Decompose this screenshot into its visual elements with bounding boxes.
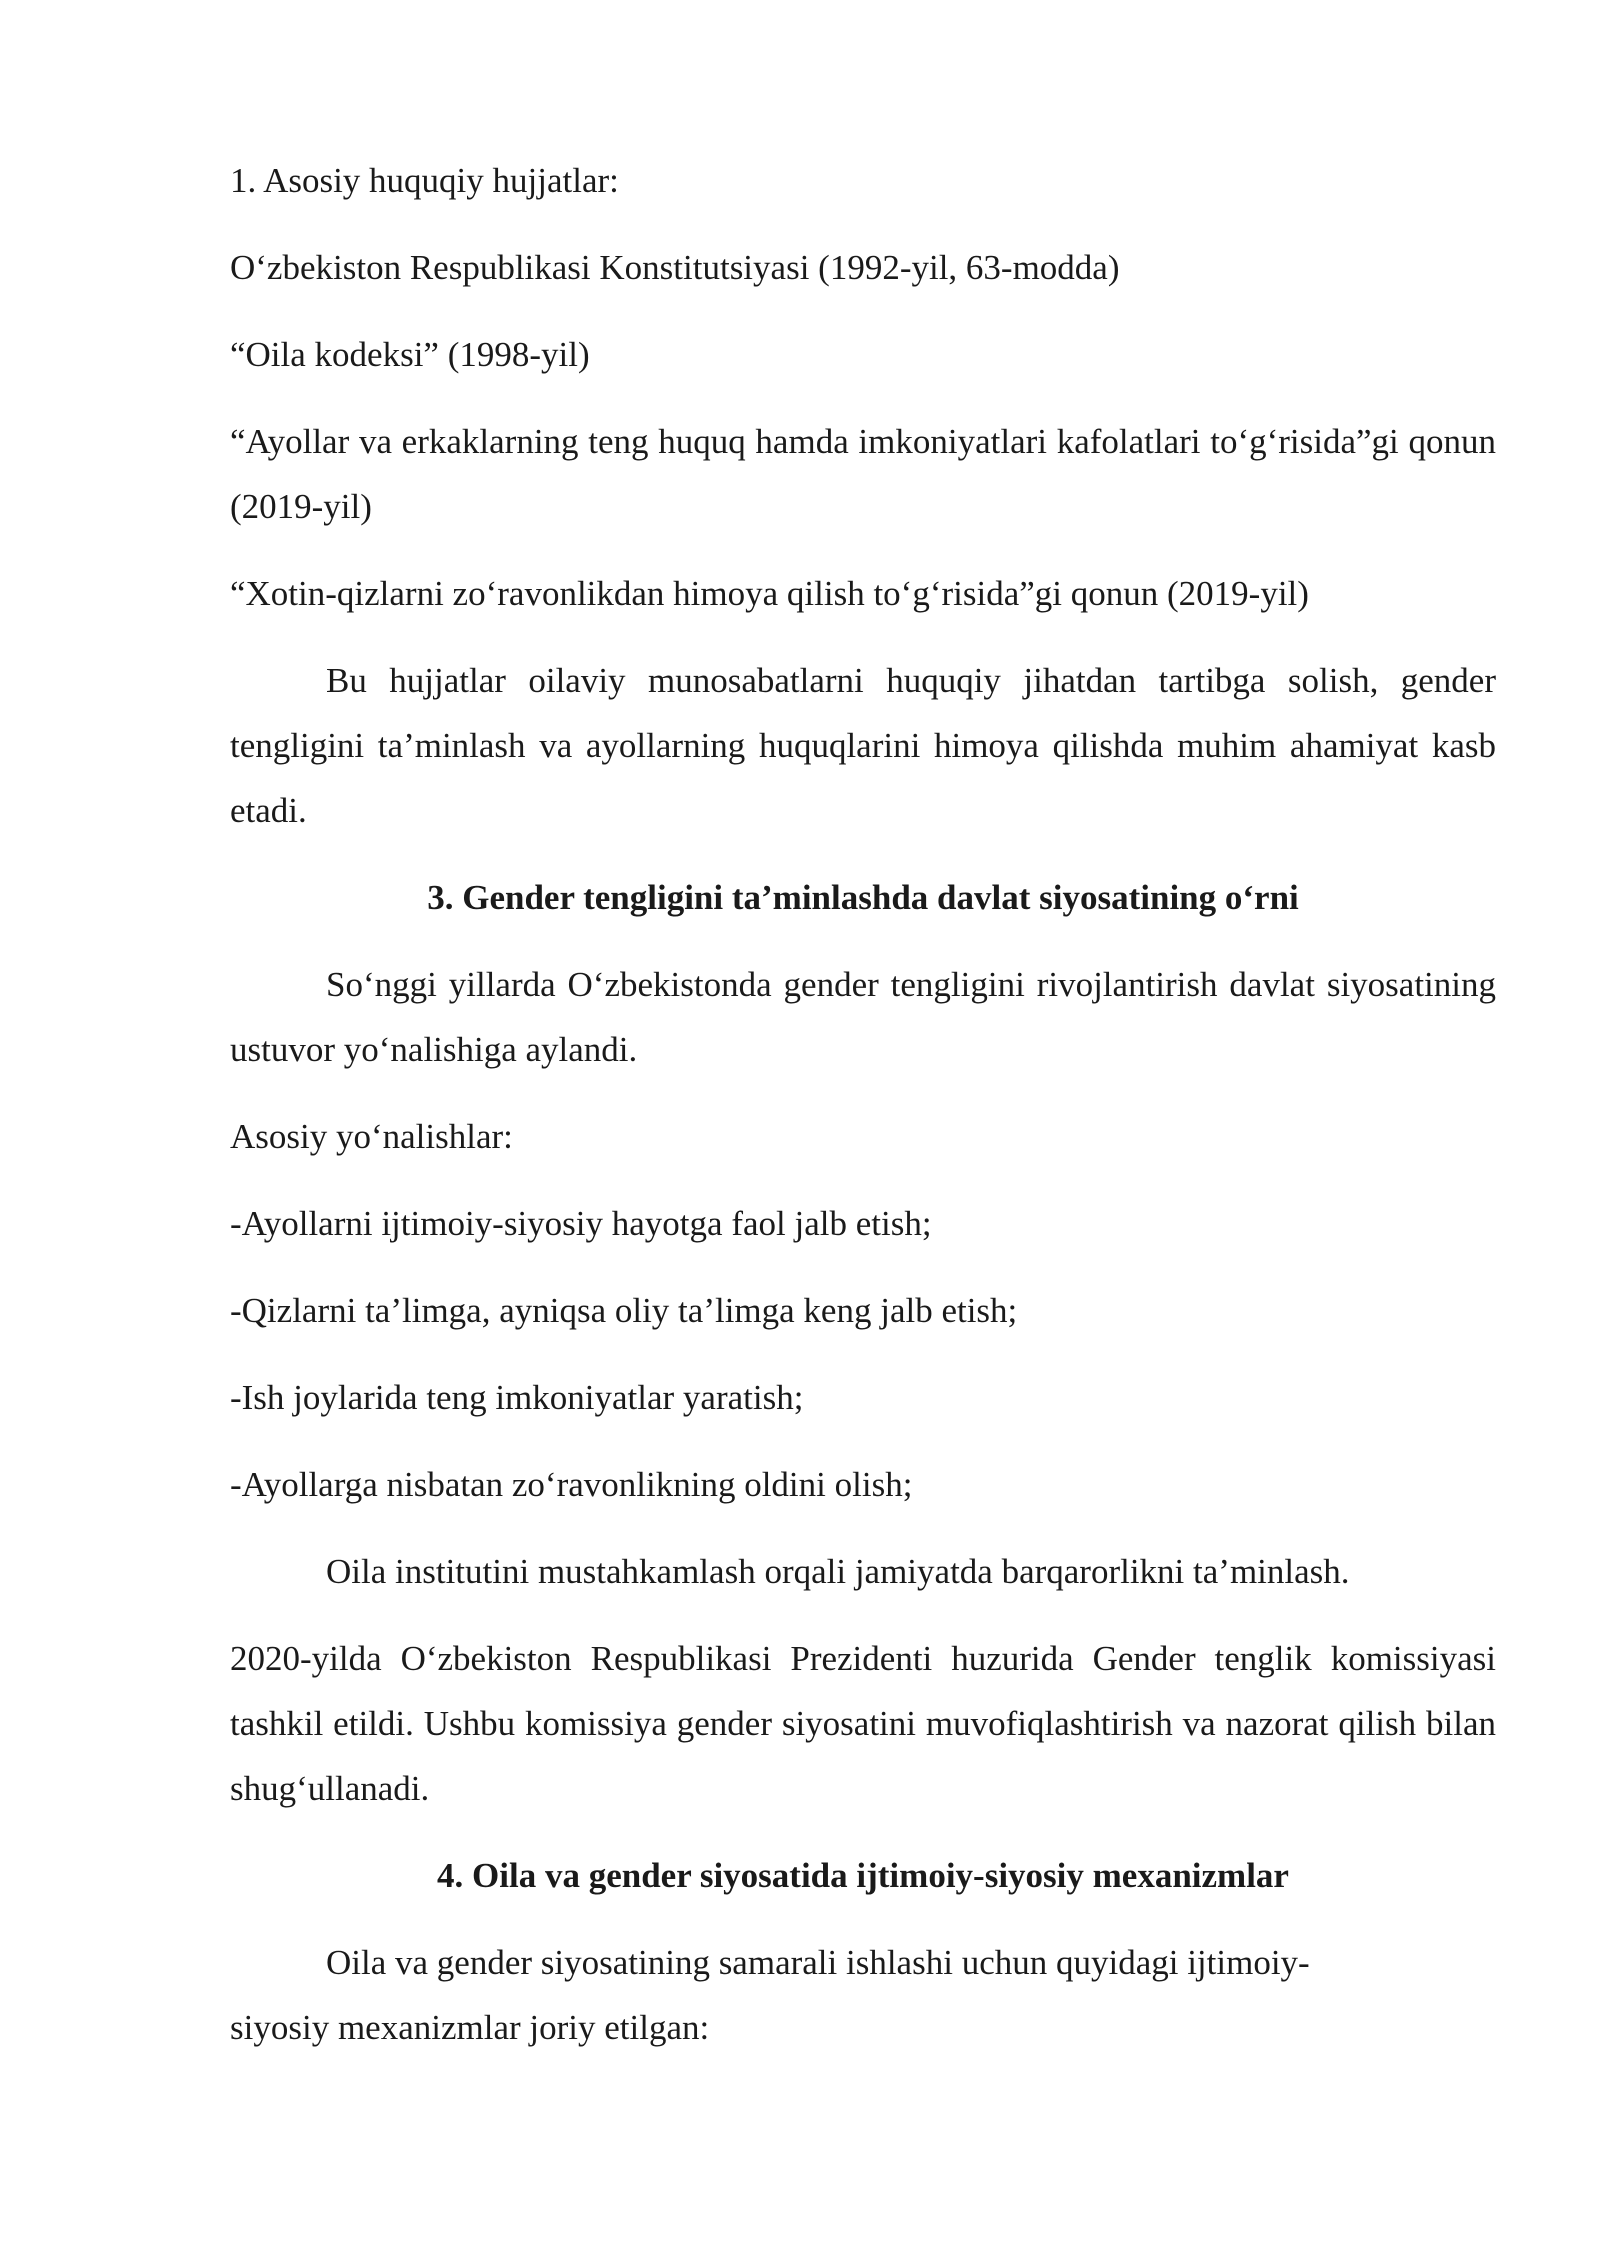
paragraph-main-directions: Asosiy yo‘nalishlar: (230, 1117, 513, 1156)
paragraph-mechanisms-line-1-text: Oila va gender siyosatining samarali ishlashi uchun quyidagi ijtimoiy- (326, 1943, 1310, 1982)
paragraph-mechanisms-line-1 (230, 1930, 1496, 1995)
paragraph-legal-docs-title: 1. Asosiy huquqiy hujjatlar: (230, 161, 619, 200)
paragraph-recent-years: So‘nggi yillarda O‘zbekistonda gender tengligini rivojlantirish davlat siyosatining ustuvor yo‘nalishiga aylandi. (230, 965, 1496, 1069)
document-body (230, 148, 1496, 2082)
list-item-direction-2: -Qizlarni ta’limga, ayniqsa oliy ta’limga keng jalb etish; (230, 1291, 1018, 1330)
list-item-direction-1: -Ayollarni ijtimoiy-siyosiy hayotga faol jalb etish; (230, 1204, 932, 1243)
paragraph-violence-protection-law: “Xotin-qizlarni zo‘ravonlikdan himoya qilish to‘g‘risida”gi qonun (2019-yil) (230, 574, 1309, 613)
list-item-direction-3: -Ish joylarida teng imkoniyatlar yaratish; (230, 1378, 804, 1417)
paragraph-gender-commission: 2020-yilda O‘zbekiston Respublikasi Prezidenti huzurida Gender tenglik komissiyasi tashkil etildi. Ushbu komissiya gender siyosatini muvofiqlashtirish va nazorat qilish bilan shug‘ullanadi. (230, 1639, 1496, 1808)
section-heading-3: 3. Gender tengligini ta’minlashda davlat siyosatining o‘rni (427, 878, 1299, 917)
paragraph-family-institution: Oila institutini mustahkamlash orqali jamiyatda barqarorlikni ta’minlash. (326, 1552, 1350, 1591)
paragraph-family-code: “Oila kodeksi” (1998-yil) (230, 335, 590, 374)
paragraph-documents-significance: Bu hujjatlar oilaviy munosabatlarni huquqiy jihatdan tartibga solish, gender tengligini ta’minlash va ayollarning huquqlarini himoya qilishda muhim ahamiyat kasb etadi. (230, 661, 1496, 830)
section-heading-4: 4. Oila va gender siyosatida ijtimoiy-siyosiy mexanizmlar (437, 1856, 1289, 1895)
paragraph-mechanisms-line-2: siyosiy mexanizmlar joriy etilgan: (230, 2008, 710, 2047)
paragraph-constitution: O‘zbekiston Respublikasi Konstitutsiyasi (1992-yil, 63-modda) (230, 248, 1120, 287)
list-item-direction-4: -Ayollarga nisbatan zo‘ravonlikning oldini olish; (230, 1465, 913, 1504)
paragraph-equal-rights-law: “Ayollar va erkaklarning teng huquq hamda imkoniyatlari kafolatlari to‘g‘risida”gi qonun (2019-yil) (230, 422, 1496, 526)
